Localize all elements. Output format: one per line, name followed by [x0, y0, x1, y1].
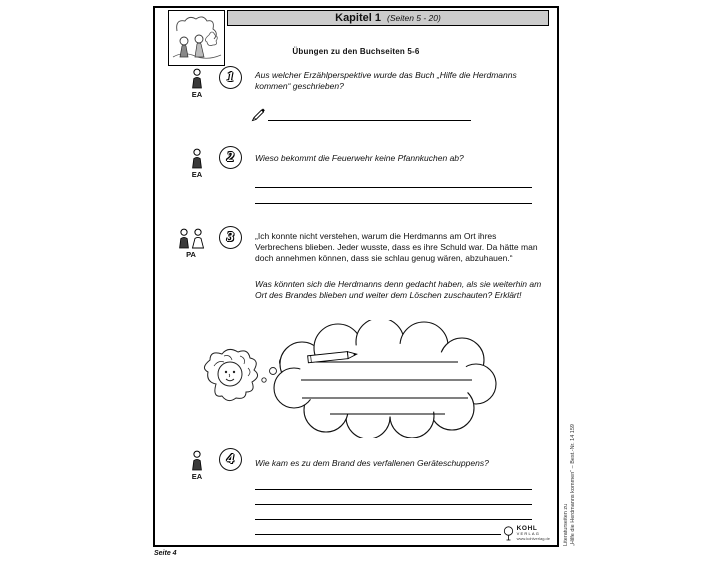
- question-3: Was könnten sich die Herdmanns denn gedacht haben, als sie weiterhin am Ort des Brandes blieben und weiter dem Löschen zuschauten? Erklärt!: [255, 279, 542, 300]
- answer-line: [255, 489, 532, 490]
- thought-cloud-scene: [180, 320, 510, 443]
- chapter-title: Kapitel 1: [335, 12, 381, 24]
- answer-line: [268, 120, 471, 121]
- answer-line: [255, 504, 532, 505]
- pen-icon: [251, 107, 266, 127]
- page-number: Seite 4: [154, 550, 177, 557]
- single-person-icon: [190, 68, 204, 89]
- publisher-logo: [501, 524, 552, 542]
- mode-label-ex2: EA: [191, 170, 203, 179]
- pair-person-icon: [177, 228, 205, 249]
- work-mode-ex1: [179, 68, 215, 99]
- quote-3: „Ich konnte nicht verstehen, warum die Herdmanns am Ort ihres Verbrechens blieben. Jeder wusste, dass es ihre Schuld war. Da hätte man doch annehmen können, dass sie schlau genug wären, abzuhauen.“: [255, 231, 538, 263]
- side-credit-line1: Literaturseiten zu: [563, 503, 569, 546]
- mode-label-ex4: EA: [191, 472, 203, 481]
- question-4: Wie kam es zu dem Brand des verfallenen Geräteschuppens?: [255, 458, 489, 468]
- side-credit: [563, 296, 577, 546]
- tree-icon: [503, 526, 514, 541]
- worksheet-page: [153, 6, 559, 547]
- thought-cloud: [274, 320, 496, 438]
- chapter-header: [227, 10, 549, 26]
- answer-line: [255, 534, 532, 535]
- answer-line: [255, 203, 532, 204]
- section-title: Übungen zu den Buchseiten 5-6: [292, 47, 420, 56]
- single-person-icon: [190, 450, 204, 471]
- work-mode-ex4: [179, 450, 215, 481]
- exercise-number-1: 1: [219, 66, 242, 89]
- question-1: Aus welcher Erzählperspektive wurde das Buch „Hilfe die Herdmanns kommen“ geschrieben?: [255, 70, 517, 91]
- mode-label-ex1: EA: [191, 90, 203, 99]
- chapter-page-range: (Seiten 5 - 20): [386, 13, 441, 23]
- comic-illustration: [168, 10, 225, 66]
- publisher-name2: VERLAG: [516, 531, 541, 537]
- side-credit-line2: „Hilfe die Herdmanns kommen“ – Best.-Nr. 14 159: [570, 424, 576, 546]
- work-mode-ex2: [179, 148, 215, 179]
- exercise-number-3: 3: [219, 226, 242, 249]
- publisher-url: www.kohlverlag.de: [516, 535, 550, 541]
- comic-sketch: [169, 11, 224, 65]
- publisher-name: KOHL: [516, 525, 538, 533]
- answer-line: [255, 187, 532, 188]
- exercise-number-2: 2: [219, 146, 242, 169]
- answer-line: [255, 519, 532, 520]
- single-person-icon: [190, 148, 204, 169]
- work-mode-ex3: [173, 228, 209, 259]
- exercise-number-4: 4: [219, 448, 242, 471]
- mode-label-ex3: PA: [186, 250, 196, 259]
- question-2: Wieso bekommt die Feuerwehr keine Pfannkuchen ab?: [255, 153, 464, 163]
- girl-doodle: [204, 349, 257, 400]
